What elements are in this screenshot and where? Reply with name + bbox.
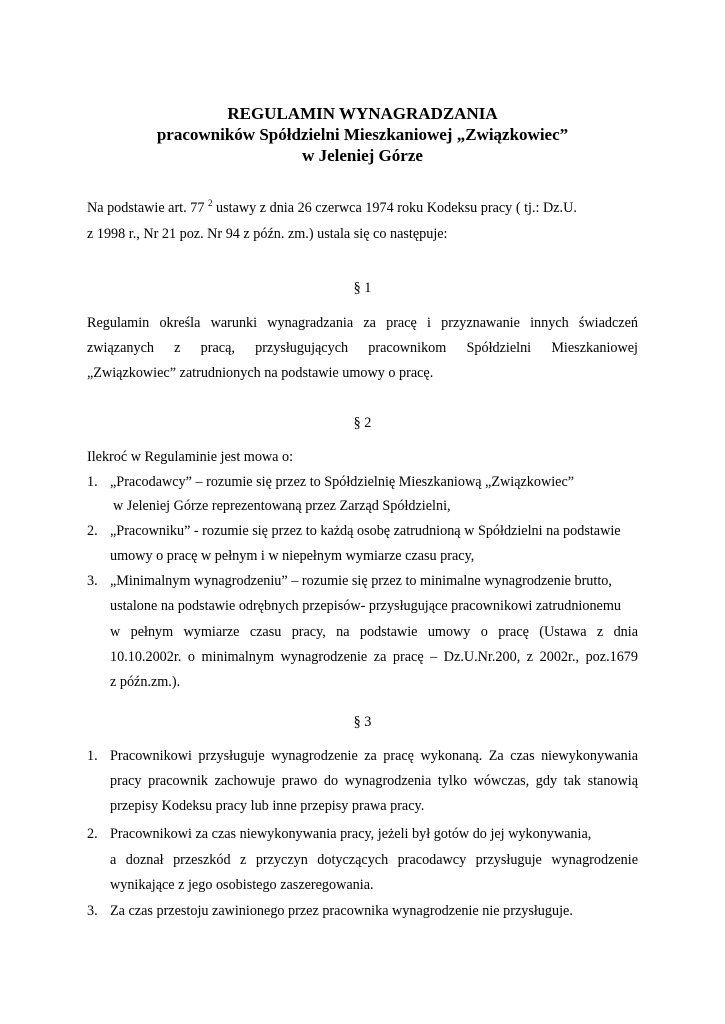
list-item-line: „Pracodawcy” – rozumie się przez to Spółdzielnię Mieszkaniową „Związkowiec” [110,474,575,490]
section-2-heading: § 2 [353,415,372,431]
intro-text-pre: Na podstawie art. 77 [87,200,205,216]
intro-text-post: ustawy z dnia 26 czerwca 1974 roku Kodeksu pracy ( tj.: Dz.U. [216,200,577,216]
list-item-line: w Jeleniej Górze reprezentowaną przez Zarząd Spółdzielni, [113,498,451,514]
list-item-line: Za czas przestoju zawinionego przez pracownika wynagrodzenie nie przysługuje. [110,903,573,919]
title-line-3: w Jeleniej Górze [302,146,423,165]
list-item-line: w pełnym wymiarze czasu pracy, na podstawie umowy o pracę (Ustawa z dnia [110,624,638,640]
section-1-line: Regulamin określa warunki wynagradzania za pracę i przyznawanie innych świadczeń [87,315,638,331]
document-title [0,103,725,166]
list-item-line: 10.10.2002r. o minimalnym wynagrodzenie za pracę – Dz.U.Nr.200, z 2002r., poz.1679 [110,649,638,665]
list-item-line: Pracownikowi przysługuje wynagrodzenie za pracę wykonaną. Za czas niewykonywania [110,748,638,764]
list-item-line: przepisy Kodeksu pracy lub inne przepisy prawa pracy. [110,798,425,814]
list-item-line: a doznał przeszkód z przyczyn dotyczących pracodawcy przysługuje wynagrodzenie [110,852,638,868]
list-item-line: wynikające z jego osobistego zaszeregowania. [110,877,374,893]
list-number: 2. [87,523,98,539]
list-item-line: pracy pracownik zachowuje prawo do wynagrodzenia tylko wówczas, gdy tak stanowią [110,773,638,789]
section-2-lead: Ilekroć w Regulaminie jest mowa o: [87,449,294,465]
section-1-heading: § 1 [353,280,372,296]
title-line-2: pracowników Spółdzielni Mieszkaniowej „Związkowiec” [156,125,569,144]
list-item-line: Pracownikowi za czas niewykonywania pracy, jeżeli był gotów do jej wykonywania, [110,826,592,842]
intro-superscript: 2 [207,198,213,208]
section-1-line: „Związkowiec” zatrudnionych na podstawie umowy o pracę. [87,365,434,381]
list-number: 1. [87,748,98,764]
list-number: 3. [87,573,98,589]
section-3-heading: § 3 [353,714,372,730]
title-line-1: REGULAMIN WYNAGRADZANIA [227,104,498,123]
list-item-line: ustalone na podstawie odrębnych przepisów- przysługujące pracownikowi zatrudnionemu [110,598,621,614]
list-item-line: „Pracowniku” - rozumie się przez to każdą osobę zatrudnioną w Spółdzielni na podstawie [110,523,621,539]
list-item-line: z późn.zm.). [110,674,181,690]
list-number: 1. [87,474,98,490]
section-1-line: związanych z pracą, przysługujących pracownikom Spółdzielni Mieszkaniowej [87,340,638,356]
list-number: 2. [87,826,98,842]
intro-line-2: z 1998 r., Nr 21 poz. Nr 94 z późn. zm.) ustala się co następuje: [87,226,448,242]
list-item-line: „Minimalnym wynagrodzeniu” – rozumie się przez to minimalne wynagrodzenie brutto, [110,573,612,589]
intro-line-1 [87,198,577,218]
list-number: 3. [87,903,98,919]
list-item-line: umowy o pracę w pełnym i w niepełnym wymiarze czasu pracy, [110,548,475,564]
